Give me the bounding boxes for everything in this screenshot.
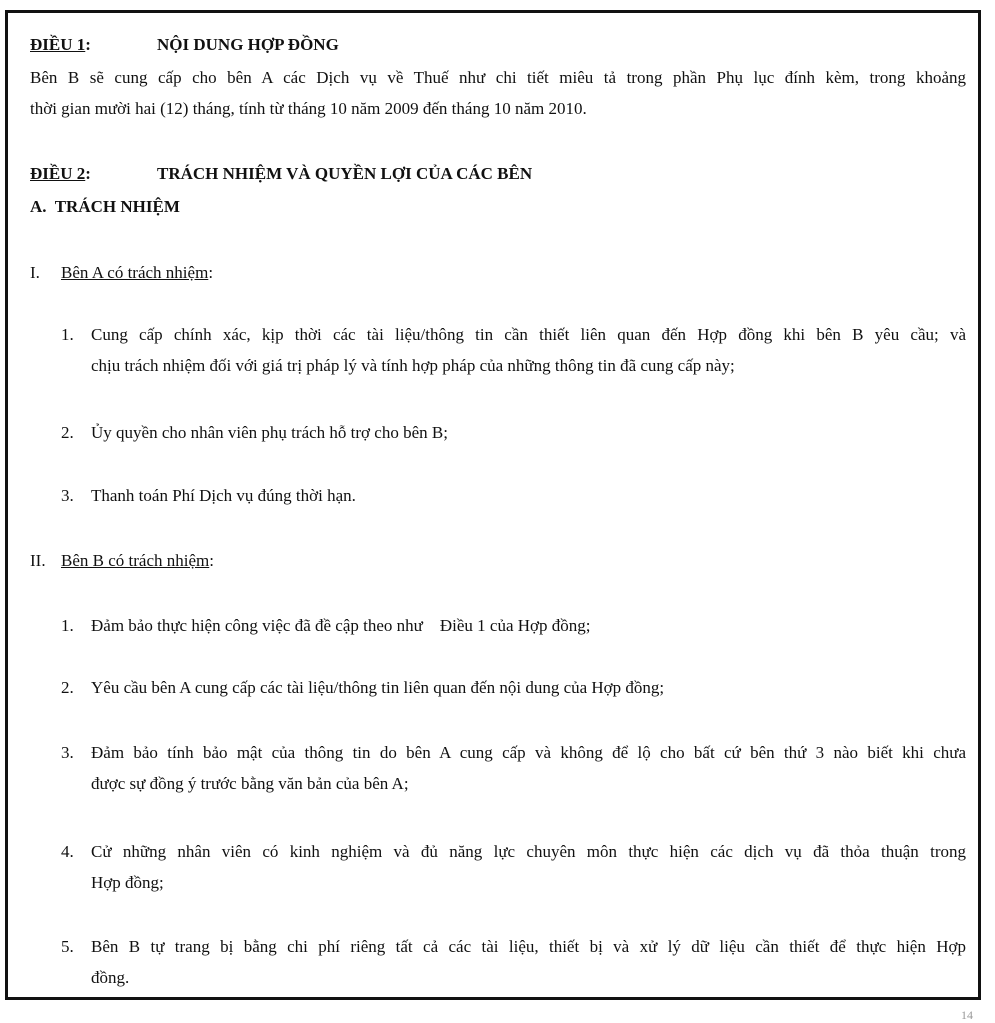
part-1-colon: : [208,263,214,282]
part-2-item-3-number: 3. [61,743,74,762]
part-2-item-4-number: 4. [61,842,74,861]
part-1-item-1-line-2: chịu trách nhiệm đối với giá trị pháp lý và tính hợp pháp của những thông tin đã cung cấp này; [91,356,735,375]
part-2-item-2-line-1: Yêu cầu bên A cung cấp các tài liệu/thông tin liên quan đến nội dung của Hợp đồng; [91,678,665,697]
part-1-item-2-number: 2. [61,423,74,442]
part-2-heading-row [61,550,214,572]
part-1-heading: Bên A có trách nhiệm [61,263,209,282]
article-2-colon: : [85,164,91,183]
part-2-heading: Bên B có trách nhiệm [61,551,210,570]
article-1-text-line-1: Bên B sẽ cung cấp cho bên A các Dịch vụ về Thuế như chi tiết miêu tả trong phần Phụ lục đính kèm, trong khoảng [30,68,966,87]
part-1-item-2-line-1: Ủy quyền cho nhân viên phụ trách hỗ trợ cho bên B; [91,423,448,442]
part-2-item-5-line-1: Bên B tự trang bị bằng chi phí riêng tất cả các tài liệu, thiết bị và xử lý dữ liệu cần thiết để thực hiện Hợp [91,937,966,956]
article-1-colon: : [85,35,91,54]
part-2-item-1-number: 1. [61,616,74,635]
article-2-label-row [30,163,91,185]
part-1-heading-row [61,262,213,284]
part-1-item-1-line-1: Cung cấp chính xác, kịp thời các tài liệu/thông tin cần thiết liên quan đến Hợp đồng khi bên B yêu cầu; và [91,325,966,344]
article-1-title: NỘI DUNG HỢP ĐỒNG [157,35,339,54]
part-2-numeral: II. [30,551,46,570]
part-2-item-3-line-2: được sự đồng ý trước bằng văn bản của bên A; [91,774,409,793]
part-2-colon: : [209,551,214,570]
article-2-title: TRÁCH NHIỆM VÀ QUYỀN LỢI CỦA CÁC BÊN [157,164,533,183]
part-1-item-3-line-1: Thanh toán Phí Dịch vụ đúng thời hạn. [91,486,356,505]
article-1-text-line-2: thời gian mười hai (12) tháng, tính từ tháng 10 năm 2009 đến tháng 10 năm 2010. [30,99,587,118]
part-2-item-2-number: 2. [61,678,74,697]
part-2-item-3-line-1: Đảm bảo tính bảo mật của thông tin do bên A cung cấp và không để lộ cho bất cứ bên thứ 3 nào biết khi chưa [91,743,966,762]
part-1-item-1-number: 1. [61,325,74,344]
article-1-label-row [30,34,91,56]
part-1-item-3-number: 3. [61,486,74,505]
subsection-a-heading: A. TRÁCH NHIỆM [30,197,180,216]
article-2-label: ĐIỀU 2 [30,164,86,183]
part-2-item-4-line-2: Hợp đồng; [91,873,164,892]
part-2-item-1-line-1: Đảm bảo thực hiện công việc đã đề cập theo như Điều 1 của Hợp đồng; [91,616,591,635]
article-1-label: ĐIỀU 1 [30,35,86,54]
part-1-numeral: I. [30,263,40,282]
part-2-item-5-line-2: đồng. [91,968,130,987]
page-number: 14 [961,1008,973,1022]
part-2-item-4-line-1: Cử những nhân viên có kinh nghiệm và đủ năng lực chuyên môn thực hiện các dịch vụ đã thỏa thuận trong [91,842,966,861]
part-2-item-5-number: 5. [61,937,74,956]
